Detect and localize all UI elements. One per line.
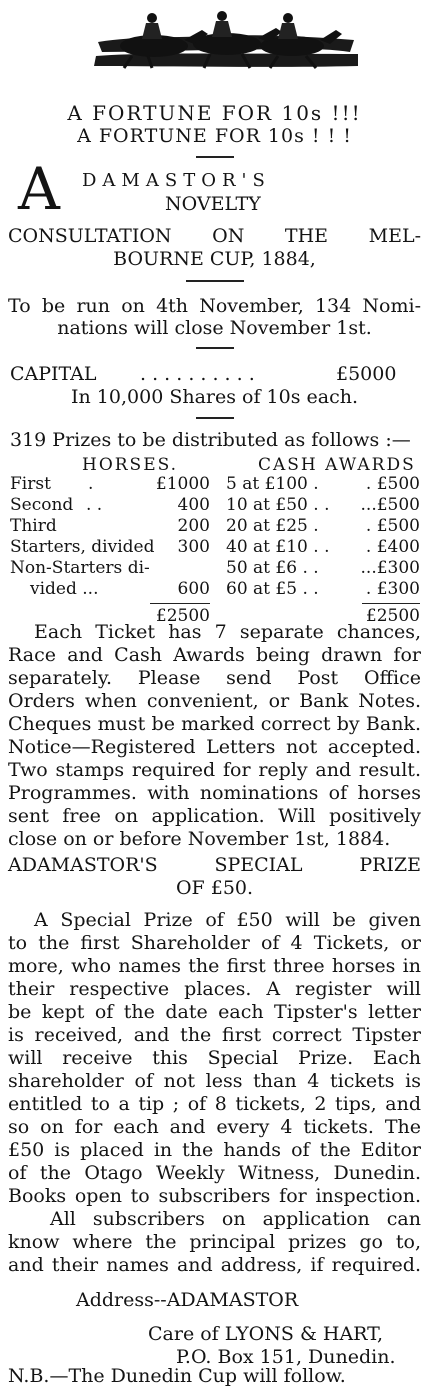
- paragraph-line: Cheques must be marked correct by Bank.: [8, 713, 421, 735]
- paragraph-line: and their names and address, if required.: [8, 1254, 421, 1276]
- divider: [196, 347, 234, 349]
- row-cash: 5 at £100 .: [226, 474, 319, 494]
- special-heading-amount: OF £50.: [175, 877, 254, 899]
- paragraph-line: Programmes. with nominations of horses: [8, 782, 421, 804]
- paragraph-line: A Special Prize of £50 will be given: [34, 909, 421, 931]
- capital-shares: In 10,000 Shares of 10s each.: [71, 386, 358, 408]
- paragraph-line: All subscribers on application can: [50, 1208, 421, 1230]
- paragraph-line: £50 is placed in the hands of the Editor: [8, 1139, 421, 1161]
- paragraph-line: will receive this Special Prize. Each: [8, 1047, 421, 1069]
- row-amount: 300: [177, 537, 210, 557]
- paragraph-line: Race and Cash Awards being drawn for: [8, 644, 421, 666]
- paragraph-line: know where the principal prizes go to,: [8, 1231, 421, 1253]
- row-amount: 200: [177, 516, 210, 536]
- row-label: First: [10, 474, 51, 494]
- drop-cap: A: [18, 155, 60, 223]
- row-cash: 60 at £5 . .: [226, 579, 319, 599]
- row-label: Third: [10, 516, 57, 536]
- horse-race-illustration: [92, 6, 362, 72]
- capital-amount: £5000: [336, 363, 397, 385]
- row-amount: 600: [177, 579, 210, 599]
- address-line: Address--ADAMASTOR: [76, 1289, 299, 1311]
- row-leader: .: [88, 474, 94, 494]
- paragraph-line: Two stamps required for reply and result.: [8, 759, 421, 781]
- row-total: ...£500: [360, 495, 420, 515]
- row-cash: 50 at £6 . .: [226, 558, 319, 578]
- horses-total: £2500: [155, 606, 210, 626]
- paragraph-line: close on or before November 1st, 1884.: [8, 828, 391, 850]
- row-label: Non-Starters di-: [10, 558, 150, 578]
- cash-header: CASH AWARDS: [258, 455, 416, 475]
- paragraph-line: entitled to a tip ; of 8 tickets, 2 tips, and: [8, 1093, 421, 1115]
- row-total: . £400: [365, 537, 420, 557]
- run-line-1: To be run on 4th November, 134 Nomi-: [8, 295, 421, 317]
- paragraph-line: of the Otago Weekly Witness, Dunedin.: [8, 1162, 421, 1184]
- row-total: ...£300: [360, 558, 420, 578]
- total-rule: [150, 603, 210, 604]
- cash-total: £2500: [365, 606, 420, 626]
- horses-header: HORSES.: [82, 455, 179, 475]
- po-box-line: P.O. Box 151, Dunedin.: [176, 1346, 396, 1368]
- row-cash: 10 at £50 . .: [226, 495, 330, 515]
- row-leader: . .: [86, 495, 103, 515]
- prizes-intro: 319 Prizes to be distributed as follows :—: [10, 429, 411, 451]
- paragraph-line: be kept of the date each Tipster's letter: [8, 1001, 421, 1023]
- capital-dots: . . . . . . . . . .: [140, 363, 255, 385]
- paragraph-line: Notice—Registered Letters not accepted.: [8, 736, 421, 758]
- paragraph-line: Each Ticket has 7 separate chances,: [34, 621, 421, 643]
- special-heading: ADAMASTOR'S SPECIAL PRIZE: [8, 854, 421, 876]
- headline-1: A FORTUNE FOR 10s !!!: [67, 101, 362, 125]
- paragraph-line: so on for each and every 4 tickets. The: [8, 1116, 421, 1138]
- run-line-2: nations will close November 1st.: [57, 317, 372, 339]
- paragraph-line: sent free on application. Will positively: [8, 805, 421, 827]
- row-cash: 20 at £25 .: [226, 516, 319, 536]
- paragraph-line: Books open to subscribers for inspection.: [8, 1185, 421, 1207]
- total-rule: [362, 603, 420, 604]
- headline-2: A FORTUNE FOR 10s ! ! !: [77, 125, 352, 147]
- title-name: DAMASTOR'S: [82, 170, 271, 191]
- row-label: Starters, divided: [10, 537, 155, 557]
- row-total: . £300: [365, 579, 420, 599]
- row-amount: £1000: [155, 474, 210, 494]
- divider: [196, 417, 234, 419]
- row-label: vided ...: [30, 579, 99, 599]
- row-cash: 40 at £10 . .: [226, 537, 330, 557]
- paragraph-line: Orders when convenient, or Bank Notes.: [8, 690, 421, 712]
- title-novelty: NOVELTY: [165, 193, 261, 215]
- paragraph-line: their respective places. A register will: [8, 978, 421, 1000]
- row-total: . £500: [365, 474, 420, 494]
- paragraph-line: shareholder of not less than 4 tickets is: [8, 1070, 421, 1092]
- row-amount: 400: [177, 495, 210, 515]
- paragraph-line: more, who names the first three horses in: [8, 955, 421, 977]
- nb-line: N.B.—The Dunedin Cup will follow.: [8, 1365, 346, 1387]
- paragraph-line: to the first Shareholder of 4 Tickets, or: [8, 932, 421, 954]
- title-cup: BOURNE CUP, 1884,: [113, 248, 316, 270]
- row-total: . £500: [365, 516, 420, 536]
- paragraph-line: is received, and the first correct Tipster: [8, 1024, 421, 1046]
- care-of-line: Care of LYONS & HART,: [148, 1323, 384, 1345]
- divider: [186, 280, 244, 282]
- capital-label: CAPITAL: [10, 363, 97, 385]
- paragraph-line: separately. Please send Post Office: [8, 667, 421, 689]
- title-consultation: CONSULTATION ON THE MEL-: [8, 225, 421, 247]
- row-label: Second: [10, 495, 74, 515]
- divider: [196, 156, 234, 158]
